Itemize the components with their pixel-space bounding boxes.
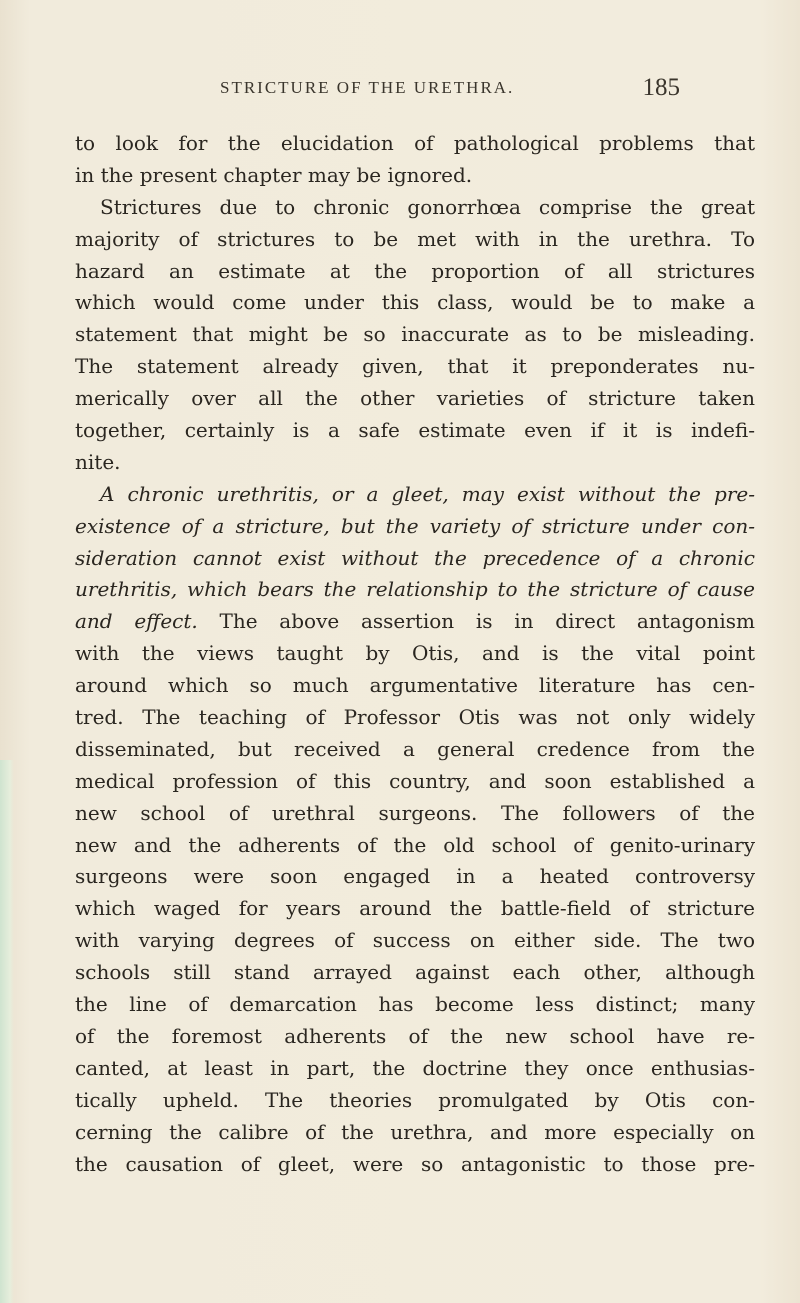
text-line: canted, at least in part, the doctrine they once enthusias- <box>75 1055 755 1080</box>
text-line: statement that might be so inaccurate as to be misleading. <box>75 322 755 347</box>
text-line: medical profession of this country, and soon established a <box>75 768 755 793</box>
text-line: the causation of gleet, were so antagonistic to those pre- <box>75 1151 755 1176</box>
text-line-italic: urethritis, which bears the relationship to the stricture of cause <box>75 577 755 602</box>
text-line: nite. <box>75 449 121 474</box>
roman-fragment: The above assertion is in direct antagonism <box>197 609 755 634</box>
text-line: merically over all the other varieties of stricture taken <box>75 386 755 411</box>
text-line-italic: A chronic urethritis, or a gleet, may exist without the pre- <box>100 481 755 506</box>
text-line: around which so much argumentative literature has cen- <box>75 673 755 698</box>
text-line: majority of strictures to be met with in the urethra. To <box>75 226 755 251</box>
text-line: Strictures due to chronic gonorrhœa comprise the great <box>100 194 755 219</box>
text-line: new school of urethral surgeons. The followers of the <box>75 800 755 825</box>
text-line: The statement already given, that it preponderates nu- <box>75 354 755 379</box>
text-line-mixed <box>75 606 755 638</box>
text-line: with the views taught by Otis, and is the vital point <box>75 641 755 666</box>
body-text <box>75 128 755 1180</box>
text-line: surgeons were soon engaged in a heated controversy <box>75 864 755 889</box>
text-line: cerning the calibre of the urethra, and more especially on <box>75 1119 755 1144</box>
italic-fragment: and effect. <box>75 609 198 634</box>
running-head: STRICTURE OF THE URETHRA. <box>220 78 515 97</box>
text-line: tically upheld. The theories promulgated by Otis con- <box>75 1087 755 1112</box>
text-line: in the present chapter may be ignored. <box>75 162 473 187</box>
text-line: which waged for years around the battle-field of stricture <box>75 896 755 921</box>
text-line: together, certainly is a safe estimate even if it is indefi- <box>75 418 755 443</box>
text-line: with varying degrees of success on either side. The two <box>75 928 755 953</box>
text-line-italic: sideration cannot exist without the precedence of a chronic <box>75 545 755 570</box>
text-line-italic: existence of a stricture, but the variety of stricture under con- <box>75 513 755 538</box>
page-edge-shadow <box>0 760 14 1303</box>
text-line: tred. The teaching of Professor Otis was not only widely <box>75 705 755 730</box>
page-header <box>150 74 680 108</box>
text-line: hazard an estimate at the proportion of all strictures <box>75 258 755 283</box>
text-line: which would come under this class, would be to make a <box>75 290 755 315</box>
text-line: schools still stand arrayed against each other, although <box>75 960 755 985</box>
text-line: of the foremost adherents of the new school have re- <box>75 1023 755 1048</box>
text-line: the line of demarcation has become less distinct; many <box>75 992 755 1017</box>
text-line: disseminated, but received a general credence from the <box>75 736 755 761</box>
text-line: to look for the elucidation of pathological problems that <box>75 131 755 155</box>
page-number: 185 <box>642 74 680 101</box>
text-line: new and the adherents of the old school of genito-urinary <box>75 832 755 857</box>
